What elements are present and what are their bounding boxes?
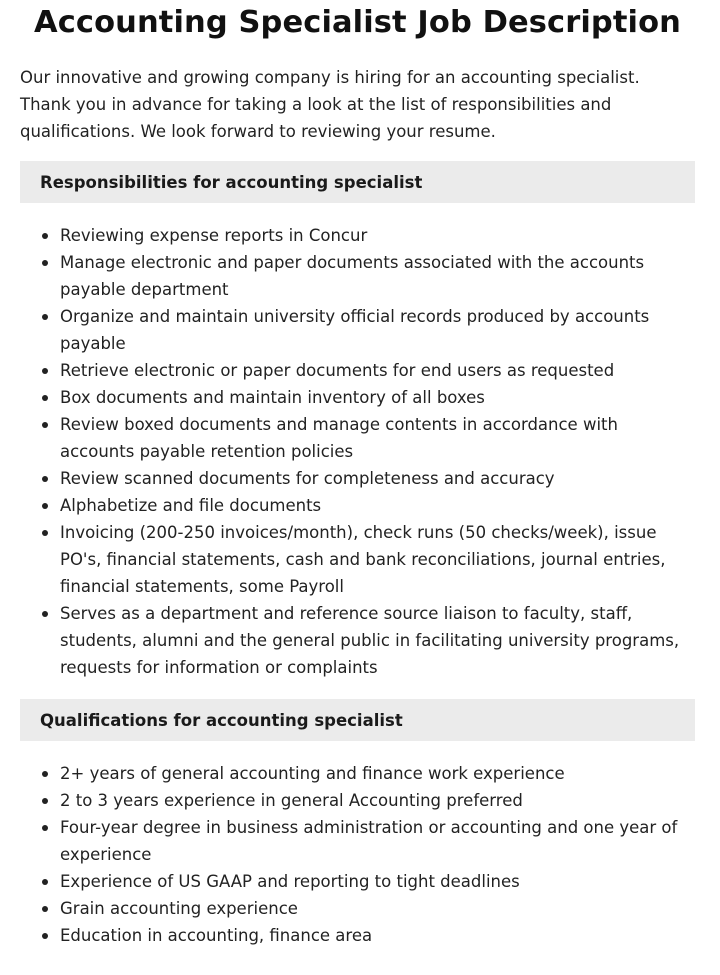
list-item — [60, 384, 695, 411]
list-item — [60, 222, 695, 249]
bullet-icon — [42, 530, 48, 536]
list-item — [60, 492, 695, 519]
list-item-text: Review scanned documents for completeness and accuracy — [60, 469, 555, 488]
list-item — [60, 303, 695, 357]
qualifications-heading: Qualifications for accounting specialist — [40, 710, 403, 730]
list-item-text: Education in accounting, finance area — [60, 926, 373, 945]
list-item — [60, 519, 695, 600]
responsibilities-heading: Responsibilities for accounting specialist — [40, 172, 423, 192]
list-item — [60, 600, 695, 681]
list-item — [60, 411, 695, 465]
list-item-text: Reviewing expense reports in Concur — [60, 226, 368, 245]
list-item — [60, 760, 695, 787]
bullet-icon — [42, 233, 48, 239]
list-item-text: Box documents and maintain inventory of all boxes — [60, 388, 485, 407]
list-item-text: Organize and maintain university official records produced by accounts payable — [60, 307, 650, 353]
list-item — [60, 895, 695, 922]
list-item — [60, 249, 695, 303]
bullet-icon — [42, 933, 48, 939]
list-item — [60, 922, 695, 949]
responsibilities-heading-bar — [20, 161, 695, 203]
intro-paragraph: Our innovative and growing company is hiring for an accounting specialist. Thank you in advance for taking a look at the list of responsibilities and qualifications. We look forward to reviewing your resume. — [20, 68, 640, 141]
bullet-icon — [42, 314, 48, 320]
bullet-icon — [42, 611, 48, 617]
bullet-icon — [42, 368, 48, 374]
bullet-icon — [42, 825, 48, 831]
list-item — [60, 465, 695, 492]
bullet-icon — [42, 798, 48, 804]
qualifications-heading-bar — [20, 699, 695, 741]
list-item-text: Invoicing (200-250 invoices/month), check runs (50 checks/week), issue PO's, financial statements, cash and bank reconciliations, journal entries, financial statements, some Payroll — [60, 523, 666, 596]
bullet-icon — [42, 260, 48, 266]
list-item — [60, 868, 695, 895]
list-item-text: Experience of US GAAP and reporting to tight deadlines — [60, 872, 520, 891]
bullet-icon — [42, 906, 48, 912]
list-item-text: Review boxed documents and manage contents in accordance with accounts payable retention policies — [60, 415, 618, 461]
list-item-text: 2+ years of general accounting and finance work experience — [60, 764, 565, 783]
bullet-icon — [42, 422, 48, 428]
bullet-icon — [42, 879, 48, 885]
list-item — [60, 814, 695, 868]
page-title: Accounting Specialist Job Description — [34, 5, 681, 40]
responsibilities-list — [20, 222, 695, 681]
list-item — [60, 357, 695, 384]
list-item-text: Serves as a department and reference source liaison to faculty, staff, students, alumni and the general public in facilitating university programs, requests for information or complaints — [60, 604, 680, 677]
qualifications-list — [20, 760, 695, 949]
bullet-icon — [42, 395, 48, 401]
list-item-text: 2 to 3 years experience in general Accounting preferred — [60, 791, 523, 810]
list-item-text: Four-year degree in business administration or accounting and one year of experience — [60, 818, 678, 864]
bullet-icon — [42, 771, 48, 777]
list-item — [60, 787, 695, 814]
list-item-text: Retrieve electronic or paper documents for end users as requested — [60, 361, 615, 380]
list-item-text: Alphabetize and file documents — [60, 496, 322, 515]
bullet-icon — [42, 476, 48, 482]
bullet-icon — [42, 503, 48, 509]
list-item-text: Grain accounting experience — [60, 899, 298, 918]
list-item-text: Manage electronic and paper documents associated with the accounts payable department — [60, 253, 645, 299]
